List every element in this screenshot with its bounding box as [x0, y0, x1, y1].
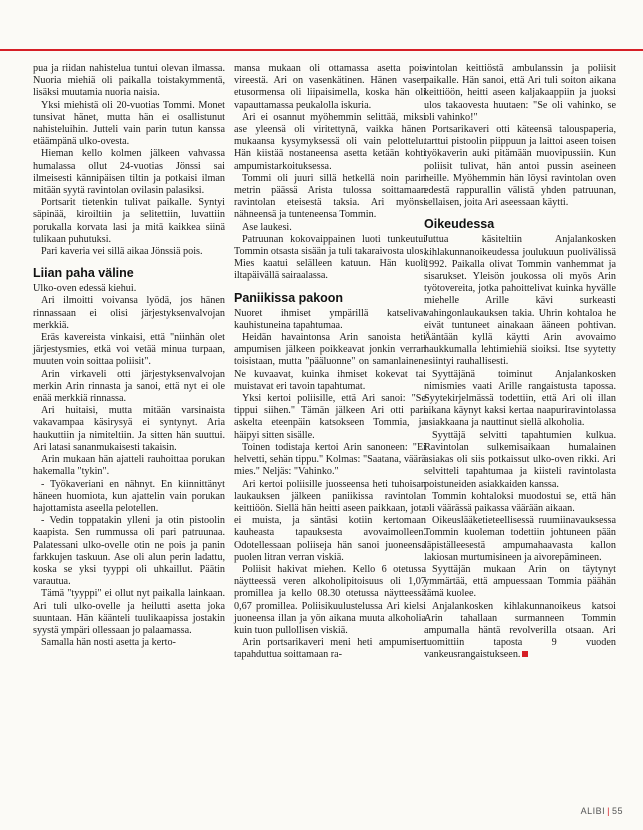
- paragraph: Ari ei osannut myöhemmin selittää, miksi ase yleensä oli viritettynä, vaikka hänen mukaansa kysymyksessä oli vain pelottelu. Hän kiistää nostaneensa asetta ketään kohti ampumistarkoituksessa.: [234, 111, 426, 172]
- paragraph: Syyttäjän mukaan Arin on täytynyt ymmärtää, että ampuessaan Tommia päähän tämä kuolee.: [424, 563, 616, 600]
- paragraph: Yksi kertoi poliisille, että Ari sanoi: "Se tippui siihen." Tämän jälkeen Ari otti pari askelta eteenpäin katsokseen Tommia, ja häipyi sitten sisälle.: [234, 393, 426, 441]
- paragraph: Samalla hän nosti asetta ja kerto-: [41, 637, 176, 649]
- magazine-name: ALIBI: [580, 806, 606, 816]
- paragraph: Yksi miehistä oli 20-vuotias Tommi. Monet tunsivat hänet, mutta hän ei osallistunut nahisteluihin. Jutteli vain parin tutun kanssa etäämpänä ulko-ovesta.: [33, 99, 225, 148]
- top-rule: [0, 49, 643, 51]
- paragraph: Juttua käsiteltiin Anjalankosken kihlakunnanoikeudessa joulukuun puolivälissä 1992. Paikalla olivat Tommin vanhemmat ja sisarukset. Yleisön joukossa oli myös Arin työtovereita, jotka pahoittelivat kuinka hyvälle miehelle Arille kävi surkeasti vahingonlaukauksen takia. Uhrin kohtaloa he eivät tuntuneet ainakaan ääneen pohtivan. Ääntään kyllä käytti Arin avovaimo haukkumalla lehtimiehiä sioiksi. Itse syytetty esiintyi rauhallisesti.: [424, 234, 616, 368]
- paragraph: [424, 601, 616, 662]
- section-heading: Paniikissa pakoon: [234, 290, 344, 305]
- page-number: 55: [611, 806, 623, 816]
- article-column-3: [424, 63, 616, 662]
- footer-separator: |: [607, 806, 610, 816]
- page-footer: [581, 806, 623, 816]
- paragraph: Ari huitaisi, mutta mitään varsinaista vakavampaa käsirysyä ei syntynyt. Aria haukuttiin ja nimiteltiin. Ja sitten hän suuttui. Ari latasi sananmukaisesti takaisin.: [33, 405, 225, 453]
- section-heading: Liian paha väline: [33, 266, 134, 281]
- paragraph: Syyttäjänä toiminut Anjalankosken nimismies vaati Arille rangaistusta tapossa. Syytekirjelmässä todettiin, että Ari oli illan aikana käynyt kaksi kertaa naapuriravintolassa asiakkaana ja nauttinut siellä alkoholia.: [424, 368, 616, 429]
- paragraph: Tämä "tyyppi" ei ollut nyt paikalla lainkaan. Ari tuli ulko-ovelle ja heilutti asetta joka suuntaan. Hän käänteli tuulikaapissa jostakin syystä ympäri ollessaan jo palaamassa.: [33, 588, 225, 636]
- paragraph: Nuoret ihmiset ympärillä katselivat kauhistuneina tapahtumaa.: [234, 307, 426, 331]
- section-heading: Oikeudessa: [424, 217, 495, 232]
- paragraph: Tommin kohtaloksi muodostui se, että hän oli väärässä paikassa väärään aikaan.: [424, 490, 616, 514]
- paragraph: Patruunan kokovaippainen luoti tunkeutui Tommin otsasta sisään ja tuli takaraivosta ulos. Mies kaatui selälleen katuun. Hän kuoli iltapäivällä sairaalassa.: [234, 233, 426, 282]
- paragraph: Ari kertoi poliisille juosseensa heti tuhoisan laukauksen jälkeen paniikissa ravintolan keittiöön. Siellä hän heitti aseen paikkaan, jota ei muista, ja säntäsi kotiin kertomaan kauheasta tapauksesta avovaimolleen. Odotellessaan poliiseja hän sanoi juoneensa puolen litran verran viskiä.: [234, 478, 426, 563]
- paragraph: Heidän havaintonsa Arin sanoista heti ampumisen jälkeen poikkeavat jonkin verran toisistaan, mutta "pääluonne" on samanlainen. Ne kuvaavat, kuinka ihmiset kokevat tai muistavat eri tavoin tapahtumat.: [234, 332, 426, 392]
- paragraph: Arin portsarikaveri meni heti ampumisen tapahduttua soittamaan ra-: [234, 637, 426, 661]
- paragraph-text: Anjalankosken kihlakunnanoikeus katsoi Arin tahallaan surmanneen Tommin ampumalla häntä revolverilla otsaan. Ari tuomittiin taposta 9 vuoden vankeusrangaistukseen.: [424, 600, 616, 661]
- paragraph: Arin virkaveli otti järjestyksenvalvojan merkin Arin rinnasta ja sanoi, että nyt ei ole enää merkkiä rinnassa.: [33, 368, 225, 405]
- paragraph: Portsarit tietenkin tulivat paikalle. Syntyi säpinää, kiroiltiin ja selitettiin, luvattiin porukalla korvata lasi ja mitä kaikkea siinä tulikaan puhutuksi.: [33, 197, 225, 245]
- paragraph: Toinen todistaja kertoi Arin sanoneen: "Ei helvetti, sehän tippu." Kolmas: "Saatana, väärä mies." Neljäs: "Vahinko.": [234, 441, 426, 478]
- paragraph: Ari ilmoitti voivansa lyödä, jos hänen rinnassaan ei olisi järjestyksenvalvojan merkkiä.: [33, 295, 225, 331]
- paragraph: Hieman kello kolmen jälkeen vahvassa humalassa ollut 24-vuotias Jönssi sai ilmeisesti kännipäisen tiltin ja potkaisi ilman mitään syytä ravintolan ovilasin palasiksi.: [33, 148, 225, 197]
- paragraph: Oikeuslääketieteellisessä ruumiinavauksessa Tommin kuoleman todettiin johtuneen pään läpiställeesestä ampumahaavasta kallon lakiosan murtumisineen ja aivorepämineen.: [424, 515, 616, 563]
- paragraph: Tommi oli juuri sillä hetkellä noin parin metrin päässä Arista tulossa soittamaan ravintolan eteisestä taksia. Ari myönsi nähneensä ja tunteneensa Tommin.: [234, 172, 426, 221]
- paragraph: Portsarikaveri otti käteensä talouspaperia, tarttui pistoolin piippuun ja laittoi aseen toisen työkaverin auki pitämään muovipussiin. Kun poliisit tulivat, hän antoi pussin aseineen heille. Myöhemmin hän löysi ravintolan oven edestä rappurallin välistä yhden patruunan, sellaisen, joita Ari aseessaan käytti.: [424, 124, 616, 209]
- paragraph: mansa mukaan oli ottamassa asetta pois vireestä. Ari on vasenkätinen. Hänen vasen etusormensa oli liipaisimella, koska hän oli vapauttamassa peukalolla iskuria.: [234, 63, 426, 111]
- paragraph: Ulko-oven edessä kiehui.: [33, 283, 137, 295]
- article-column-1: [33, 63, 225, 649]
- paragraph: Ase laukesi.: [242, 221, 292, 233]
- paragraph: Eräs kavereista vinkaisi, että "niinhän olet järjestysmies, etkä voi vetää minua turpaan, muuten voin soittaa poliisit".: [33, 332, 225, 368]
- paragraph: pua ja riidan nahistelua tuntui olevan ilmassa. Nuoria miehiä oli paikalla toistakymmentä, lisäksi muutamia nuoria naisia.: [33, 63, 225, 99]
- paragraph: vintolan keittiöstä ambulanssin ja poliisit paikalle. Hän sanoi, että Ari tuli soiton aikana keittiöön, heitti aseen kaljakaappiin ja juoksi ulos takaovesta huutaen: "Se oli vahinko, se oli vahinko!": [424, 63, 616, 123]
- end-mark-icon: [522, 651, 528, 657]
- paragraph: Pari kaveria vei sillä aikaa Jönssiä pois.: [41, 246, 203, 258]
- paragraph: Poliisit hakivat miehen. Kello 6 otetussa näytteessä veren alkoholipitoisuus oli 1,07 promillea ja kello 08.30 otetussa näytteessä 0,67 promillea. Poliisikuulustelussa Ari kielsi juoneensa illan ja yön aikana muuta alkoholia kuin tuon pullollisen viskiä.: [234, 563, 426, 636]
- paragraph: Arin mukaan hän ajatteli rauhoittaa porukan hakemalla "tykin".: [33, 454, 225, 478]
- paragraph: - Työkaveriani en nähnyt. En kiinnittänyt häneen huomiota, kun ajattelin vain porukan hajottamista aseella pelotellen.: [33, 478, 225, 514]
- paragraph: - Vedin toppatakin ylleni ja otin pistoolin kaapista. Sen rummussa oli pari patruunaa. Palatessani ulko-ovelle otin ne pois ja panin farkkujen taskuun. Ase oli alun perin ladattu, koska se yksi tyyppi oli uhkaillut. Päätin varautua.: [33, 515, 225, 588]
- article-column-2: [234, 63, 426, 662]
- paragraph: Syyttäjä selvitti tapahtumien kulkua. Ravintolan sulkemisaikaan humalainen asiakas oli siis potkaissut ulko-oven rikki. Ari selvitteli tapahtumaa ja kiisteli ravintolasta poistuneiden asiakkaiden kanssa.: [424, 429, 616, 490]
